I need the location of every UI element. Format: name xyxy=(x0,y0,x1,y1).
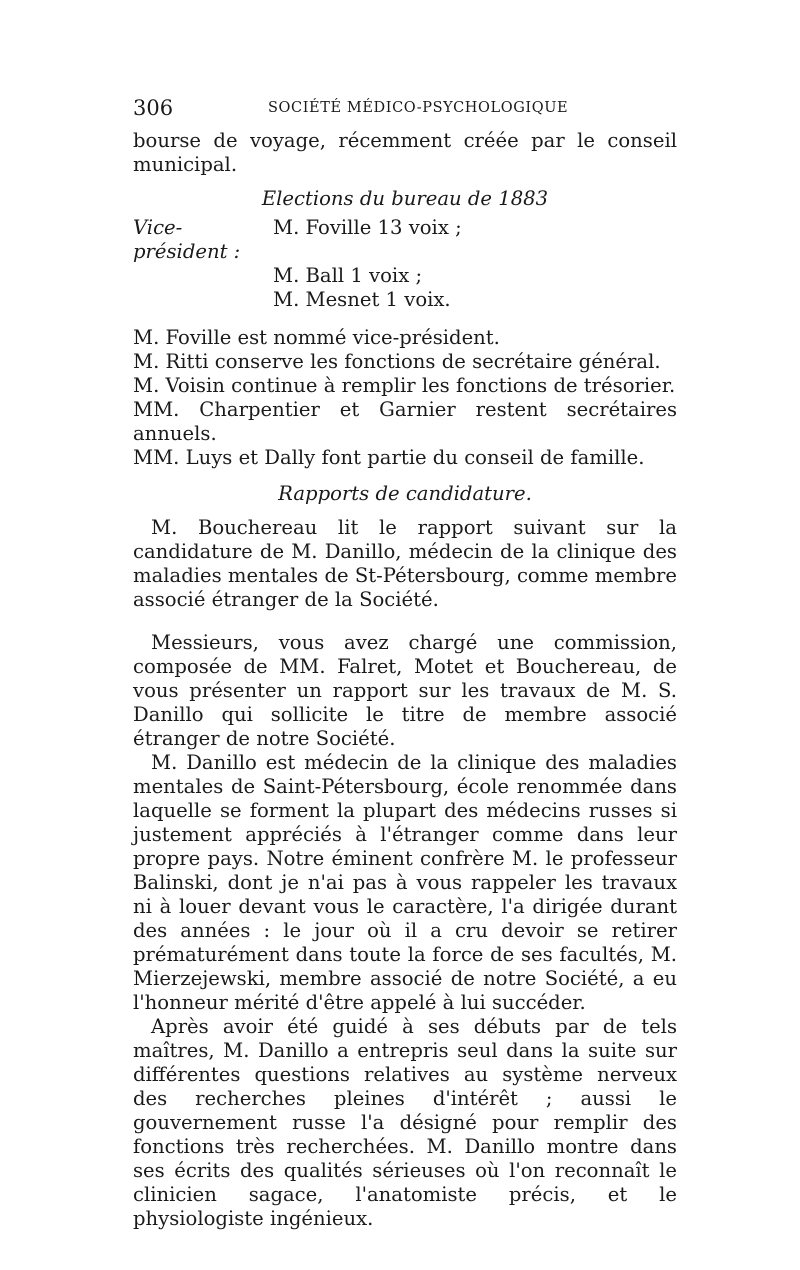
page-header xyxy=(133,96,673,122)
election-results xyxy=(133,326,677,470)
candidature-heading: Rapports de candidature. xyxy=(278,482,532,505)
vote-tally xyxy=(133,216,677,312)
report-paragraph: M. Danillo est médecin de la clinique des maladies mentales de Saint-Pétersbourg, école renommée dans laquelle se forment la plupart des médecins russes si justement appréciés à l'étranger comme dans leur propre pays. Notre éminent confrère M. le professeur Balinski, dont je n'ai pas à vous rappeler les travaux ni à louer devant vous le caractère, l'a dirigée durant des années : le jour où il a cru devoir se retirer prématurément dans toute la force de ses facultés, M. Mierzejewski, membre associé de notre Société, a eu l'honneur mérité d'être appelé à lui succéder. xyxy=(133,751,677,1014)
vote-entry: M. Mesnet 1 voix. xyxy=(273,288,451,311)
result-line: M. Ritti conserve les fonctions de secrétaire général. xyxy=(133,350,661,373)
vote-entry: M. Ball 1 voix ; xyxy=(273,264,423,287)
report-paragraph: Messieurs, vous avez chargé une commission, composée de MM. Falret, Motet et Bouchereau, de vous présenter un rapport sur les travaux de M. S. Danillo qui sollicite le titre de membre associé étranger de notre Société. xyxy=(133,631,677,750)
vice-president-label: Vice-président : xyxy=(133,216,241,263)
report-paragraph: Après avoir été guidé à ses débuts par de tels maîtres, M. Danillo a entrepris seul dans la suite sur différentes questions relatives au système nerveux des recherches pleines d'intérêt ; aussi le gouvernement russe l'a désigné pour remplir des fonctions très recherchées. M. Danillo montre dans ses écrits des qualités sérieuses où l'on reconnaît le clinicien sagace, l'anatomiste précis, et le physiologiste ingénieux. xyxy=(133,1015,677,1230)
vote-row xyxy=(133,264,677,288)
vote-row xyxy=(133,216,677,264)
result-line: MM. Luys et Dally font partie du conseil de famille. xyxy=(133,446,645,469)
result-line: M. Foville est nommé vice-président. xyxy=(133,326,500,349)
vote-entry: M. Foville 13 voix ; xyxy=(273,216,462,239)
vote-row xyxy=(133,288,677,312)
elections-heading: Elections du bureau de 1883 xyxy=(261,187,549,210)
result-line: MM. Charpentier et Garnier restent secrétaires annuels. xyxy=(133,398,677,445)
running-title: SOCIÉTÉ MÉDICO-PSYCHOLOGIQUE xyxy=(268,100,569,116)
continuation-paragraph: bourse de voyage, récemment créée par le conseil municipal. xyxy=(133,129,677,176)
page-body xyxy=(133,129,677,1231)
page-number: 306 xyxy=(133,96,174,120)
candidature-intro: M. Bouchereau lit le rapport suivant sur la candidature de M. Danillo, médecin de la clinique des maladies mentales de St-Pétersbourg, comme membre associé étranger de la Société. xyxy=(133,516,677,611)
result-line: M. Voisin continue à remplir les fonctions de trésorier. xyxy=(133,374,676,397)
